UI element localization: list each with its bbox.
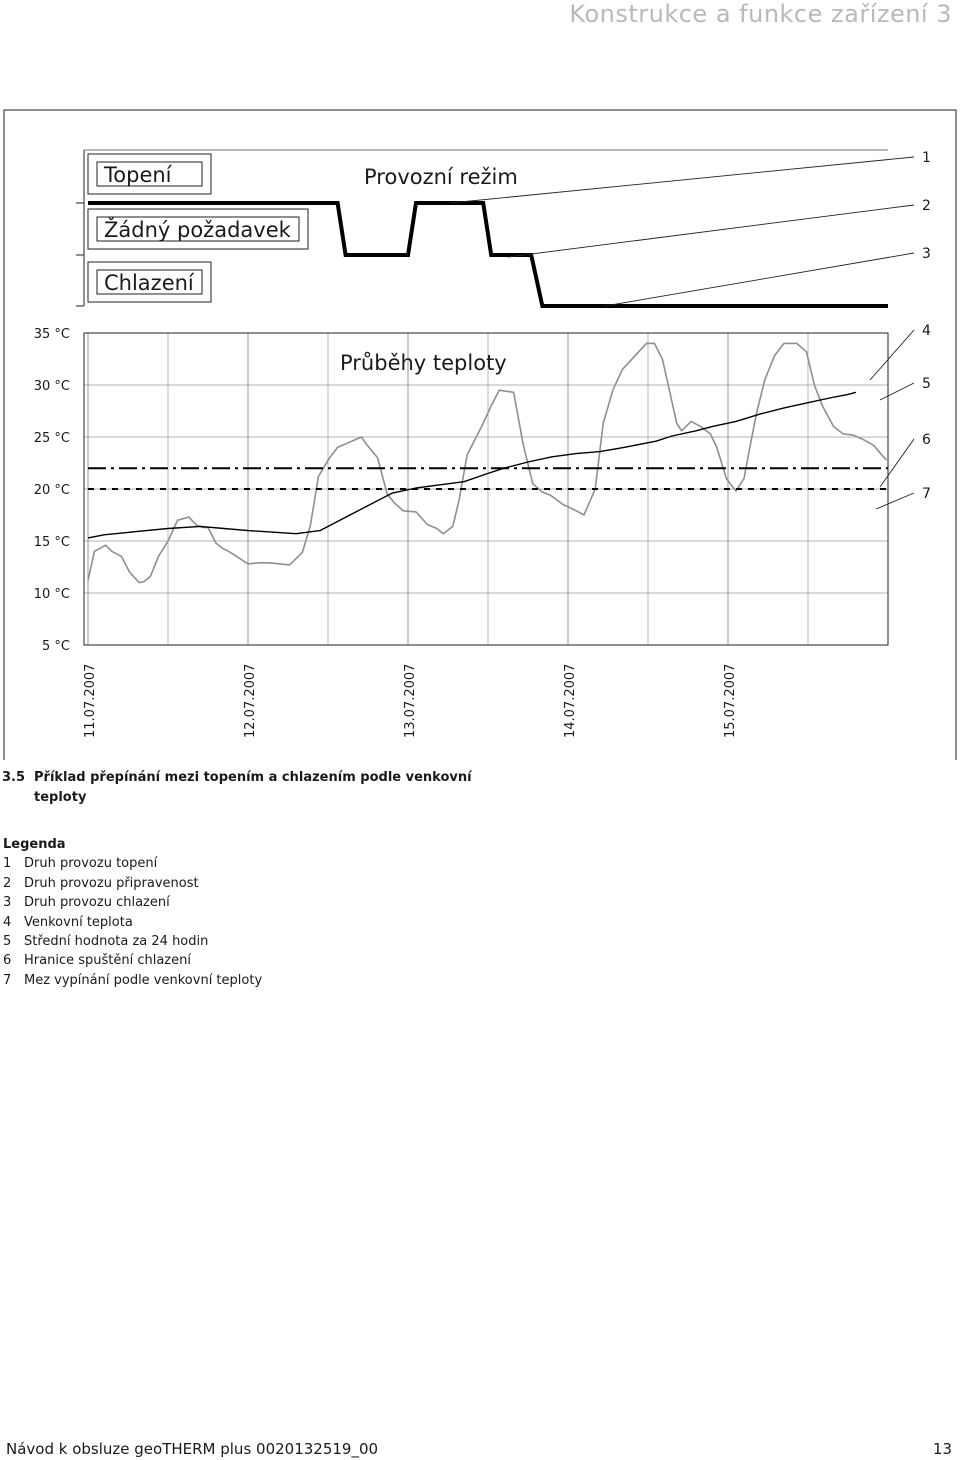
x-tick-label: 15.07.2007 [723,663,738,738]
legend-item-number: 6 [3,953,12,969]
legend-item-text: Hranice spuštění chlazení [24,953,191,969]
legend-item [3,971,262,990]
callout-leader-line [876,493,914,509]
daily-mean-temperature-line [88,392,856,538]
caption-number: 3.5 [2,770,26,785]
mode-label: Chlazení [104,271,194,295]
legend-item-number: 4 [3,914,12,930]
callout-number: 7 [922,486,931,502]
legend-item-text: Mez vypínání podle venkovní teploty [24,972,263,988]
callout-number: 3 [922,246,931,262]
callout-number: 5 [922,376,931,392]
legend-item-text: Druh provozu připravenost [24,875,199,891]
legend-item-text: Venkovní teplota [24,914,133,930]
legend-item [3,913,262,932]
figure-frame [4,110,956,760]
legend-item-text: Druh provozu chlazení [24,895,170,911]
x-tick-label: 11.07.2007 [83,663,98,738]
figure-caption [2,768,562,808]
legend-item [3,893,262,912]
callout-leader-line [605,253,914,306]
caption-text-line2: teploty [34,790,87,805]
x-tick-label: 13.07.2007 [403,663,418,738]
temperature-panel-title: Průběhy teploty [340,351,507,375]
temperature-panel [34,327,888,738]
legend-item [3,951,262,970]
legend-item-text: Střední hodnota za 24 hodin [24,934,209,950]
legend-item-number: 2 [3,875,12,891]
mode-label: Topení [104,163,172,187]
legend [3,835,262,990]
mode-label: Žádný požadavek [104,218,291,242]
legend-item [3,874,262,893]
callout-leader-line [880,439,914,487]
callout-number: 6 [922,432,931,448]
y-tick-label: 35 °C [33,327,70,342]
section-title: Konstrukce a funkce zařízení 3 [569,0,952,28]
legend-item-number: 7 [3,972,12,988]
mode-panel-title: Provozní režim [364,165,518,189]
callout-number: 1 [922,150,931,166]
y-tick-label: 15 °C [33,535,70,550]
legend-item-number: 3 [3,895,12,911]
y-tick-label: 30 °C [33,379,70,394]
callout-leader-line [880,383,914,400]
x-tick-label: 14.07.2007 [563,663,578,738]
callout-leader-line [450,157,914,203]
legend-item-number: 5 [3,934,12,950]
operating-mode-panel [76,150,888,306]
y-tick-label: 25 °C [33,431,70,446]
callout-leader-line [508,205,914,257]
y-tick-label: 10 °C [33,587,70,602]
legend-item [3,854,262,873]
legend-item-number: 1 [3,856,12,872]
figure-border [4,110,956,760]
y-tick-label: 20 °C [33,483,70,498]
footer-document-title: Návod k obsluze geoTHERM plus 0020132519_00 [6,1440,379,1458]
x-tick-label: 12.07.2007 [243,663,258,738]
caption-text-line1: Příklad přepínání mezi topením a chlazením podle venkovní [34,770,472,785]
callout-number: 4 [922,323,931,339]
page-number: 13 [932,1440,952,1458]
outdoor-temperature-line [88,343,886,582]
legend-item-text: Druh provozu topení [24,856,158,872]
callout-labels [450,150,931,509]
legend-item [3,932,262,951]
y-tick-label: 5 °C [42,639,70,654]
callout-leader-line [870,330,914,380]
legend-title: Legenda [3,837,66,852]
callout-number: 2 [922,198,931,214]
